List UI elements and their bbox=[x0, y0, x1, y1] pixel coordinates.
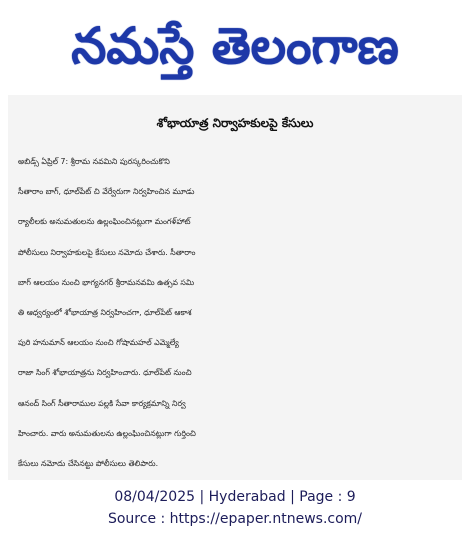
page-number: Page : 9 bbox=[299, 489, 356, 505]
article-line: పురి హనుమాన్‌ ఆలయం నుంచి గోషామహల్‌ ఎమ్మెల్యే bbox=[18, 338, 179, 348]
article-line: హించారు. వారు అనుమతులను ఉల్లంఘించినట్లుగా గుర్తించి bbox=[18, 428, 196, 438]
separator: | bbox=[195, 489, 209, 505]
article-body bbox=[18, 147, 452, 479]
article-line: రాజా సింగ్‌ శోభాయాత్రను నిర్వహించారు. ధూల్‌పేట్‌ నుంచి bbox=[18, 368, 192, 378]
news-clipping bbox=[8, 95, 462, 480]
masthead bbox=[0, 0, 470, 92]
article-line: ఆనంద్‌ సింగ్‌ సీతారాముల పల్లకి సేవా కార్యక్రమాన్ని నిర్వ bbox=[18, 398, 186, 408]
article-line: బాగ్‌ ఆలయం నుంచి భాగ్యనగర్‌ శ్రీరామనవమి ఉత్సవ సమి bbox=[18, 277, 195, 287]
source-link[interactable]: https://epaper.ntnews.com/ bbox=[169, 511, 363, 527]
publication-city: Hyderabad bbox=[208, 489, 286, 505]
newspaper-logo: నమస్తే తెలంగాణ bbox=[71, 17, 399, 75]
source-label: Source : bbox=[107, 511, 170, 527]
article-line: ర్యాలీలకు అనుమతులను ఉల్లంఘించినట్లుగా మంగళ్‌హాట్‌ bbox=[18, 217, 191, 227]
article-line: అబిడ్స్‌ ఏప్రిల్‌ 7: శ్రీరామ నవమిని పురస్కరించుకొని bbox=[18, 157, 170, 166]
footer bbox=[0, 486, 470, 530]
article-headline: శోభాయాత్ర నిర్వాహకులపై కేసులు bbox=[156, 116, 314, 130]
separator: | bbox=[285, 489, 300, 505]
publication-info bbox=[0, 486, 470, 508]
article-line: పోలీసులు నిర్వాహకులపై కేసులు నమోదు చేశారు. సీతారాం bbox=[18, 247, 196, 257]
article-line: సీతారాం బాగ్‌, ధూల్‌పేట్‌ చి వేర్వేరుగా నిర్వహించిన మూడు bbox=[18, 187, 195, 197]
publication-date: 08/04/2025 bbox=[114, 489, 196, 505]
article-line: కేసులు నమోదు చేసినట్టు పోలీసులు తెలిపారు. bbox=[18, 459, 159, 469]
source-info bbox=[0, 508, 470, 530]
article-line: తి ఆధ్వర్యంలో శోభాయాత్ర నిర్వహించగా, ధూల్‌పేట్‌ ఆకాశ bbox=[18, 308, 192, 318]
